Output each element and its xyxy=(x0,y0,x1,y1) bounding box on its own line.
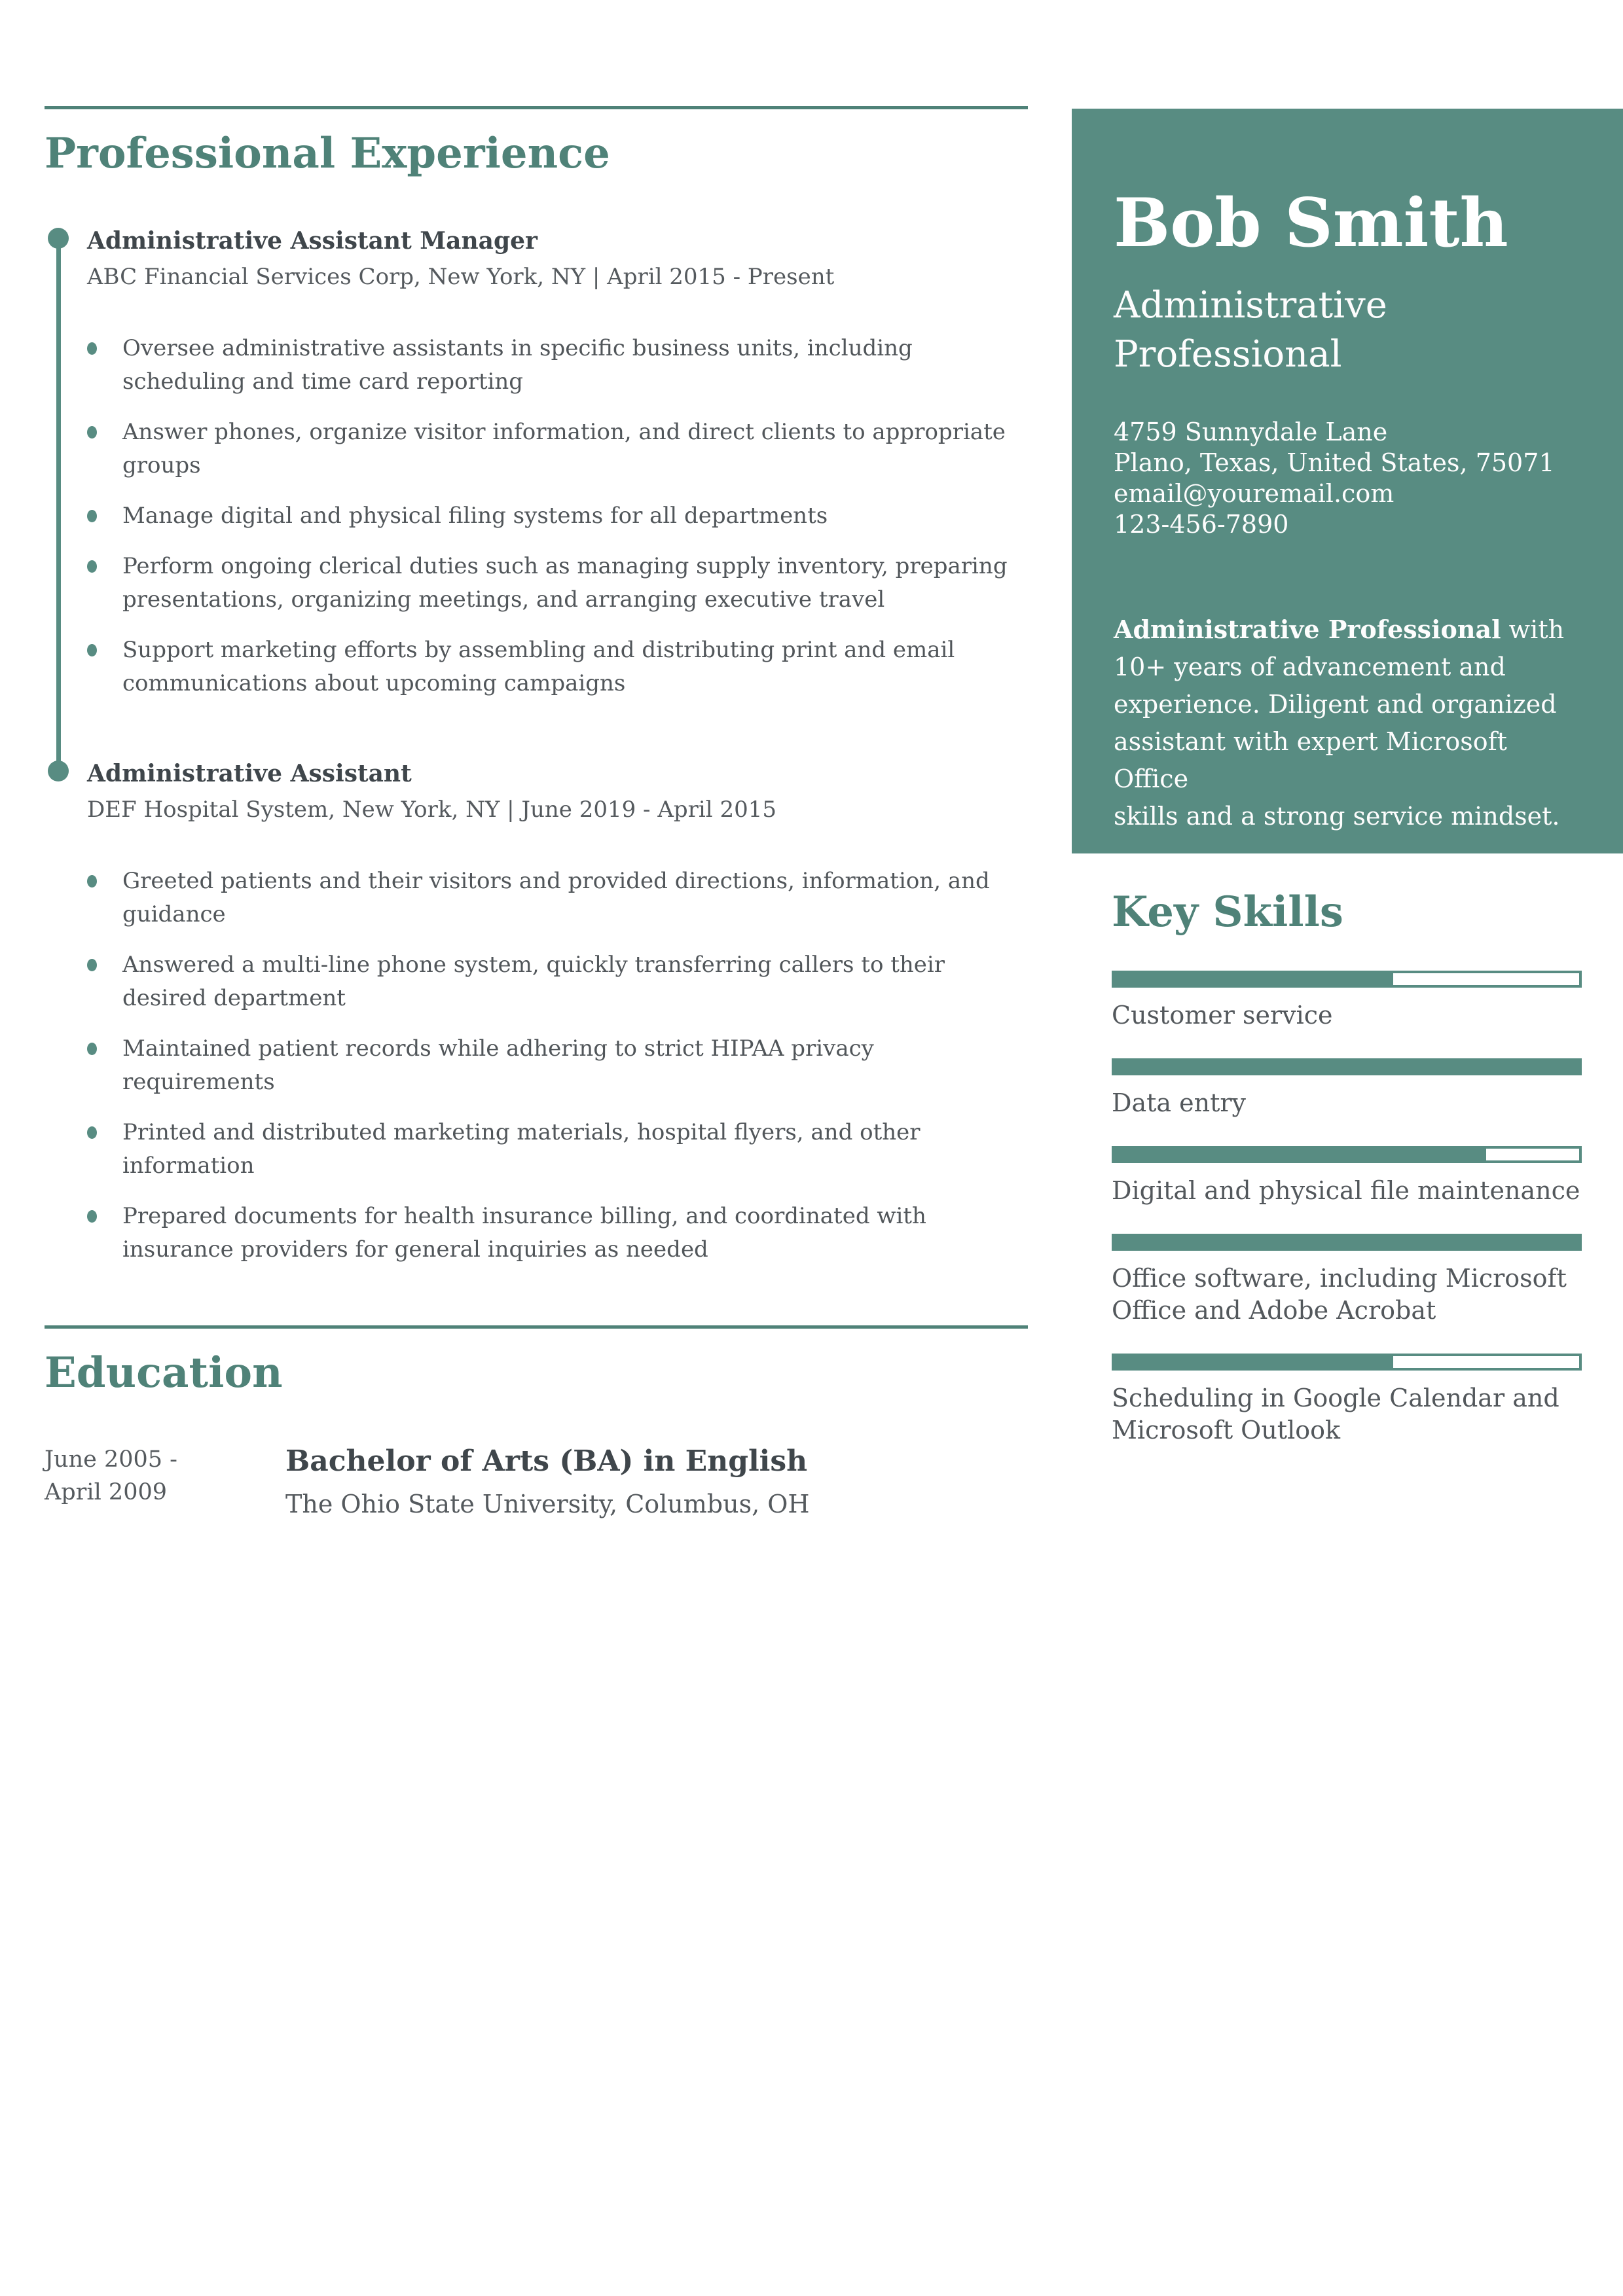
skill-level-bar xyxy=(1112,971,1582,988)
job-bullet-text: Perform ongoing clerical duties such as managing supply inventory, preparing presentations, organizing meetings, and arranging executive travel xyxy=(122,552,1008,613)
job-bullet xyxy=(122,865,1019,931)
education-school: The Ohio State University, Columbus, OH xyxy=(285,1489,810,1518)
job-bullet xyxy=(122,416,1019,482)
skill-level-fill xyxy=(1114,973,1393,985)
job-bullet xyxy=(122,499,1019,533)
skill-label: Scheduling in Google Calendar and Microsoft Outlook xyxy=(1112,1383,1559,1444)
key-skills-title: Key Skills xyxy=(1112,888,1343,937)
experience-section-title: Professional Experience xyxy=(45,129,610,178)
education-degree: Bachelor of Arts (BA) in English xyxy=(285,1444,808,1478)
job-bullet xyxy=(122,948,1019,1015)
skill-item xyxy=(1112,1354,1582,1446)
skill-level-fill xyxy=(1114,1149,1486,1160)
job-bullet-list xyxy=(87,865,1028,1266)
summary-line: experience. Diligent and organized xyxy=(1114,690,1557,719)
job-entry xyxy=(45,226,1028,700)
job-bullet xyxy=(122,332,1019,399)
education-details xyxy=(285,1443,810,1520)
bullet-dot-icon xyxy=(87,959,97,971)
skill-item xyxy=(1112,971,1582,1031)
contact-block xyxy=(1114,417,1585,540)
job-bullet xyxy=(122,1116,1019,1183)
job-bullet-text: Manage digital and physical filing systems for all departments xyxy=(122,502,828,529)
job-bullet-text: Answered a multi-line phone system, quickly transferring callers to their desired department xyxy=(122,951,945,1011)
contact-email: email@youremail.com xyxy=(1114,479,1395,509)
summary-line xyxy=(1114,611,1585,649)
education-section-title: Education xyxy=(45,1348,283,1397)
bullet-dot-icon xyxy=(87,1043,97,1055)
summary-line: skills and a strong service mindset. xyxy=(1114,802,1560,831)
skill-item xyxy=(1112,1146,1582,1207)
bullet-dot-icon xyxy=(87,644,97,656)
section-divider-line xyxy=(45,106,1028,109)
bullet-dot-icon xyxy=(87,510,97,522)
skill-level-bar xyxy=(1112,1234,1582,1251)
job-bullet-text: Oversee administrative assistants in specific business units, including scheduling and time card reporting xyxy=(122,334,913,395)
job-bullet-text: Greeted patients and their visitors and provided directions, information, and guidance xyxy=(122,867,990,927)
job-company-line: ABC Financial Services Corp, New York, NY | April 2015 - Present xyxy=(87,263,835,290)
job-bullet-text: Printed and distributed marketing materials, hospital flyers, and other information xyxy=(122,1119,921,1179)
summary-lead: Administrative Professional xyxy=(1114,615,1501,645)
timeline-dot-icon xyxy=(48,761,69,781)
skill-item xyxy=(1112,1234,1582,1327)
sidebar-header-box xyxy=(1072,109,1623,853)
summary-line: assistant with expert Microsoft Office xyxy=(1114,727,1507,794)
main-column xyxy=(45,106,1028,1520)
contact-phone: 123-456-7890 xyxy=(1114,510,1289,539)
education-entry xyxy=(45,1443,1028,1520)
contact-address-line2: Plano, Texas, United States, 75071 xyxy=(1114,448,1555,478)
bullet-dot-icon xyxy=(87,426,97,439)
contact-address-line1: 4759 Sunnydale Lane xyxy=(1114,418,1388,447)
skill-label: Customer service xyxy=(1112,1000,1333,1030)
bullet-dot-icon xyxy=(87,560,97,573)
skill-level-fill xyxy=(1114,1061,1579,1073)
education-dates: June 2005 - April 2009 xyxy=(45,1446,177,1505)
job-bullet-text: Answer phones, organize visitor information, and direct clients to appropriate groups xyxy=(122,418,1006,478)
job-bullet-list xyxy=(87,332,1028,700)
bullet-dot-icon xyxy=(87,1210,97,1223)
job-bullet-text: Prepared documents for health insurance billing, and coordinated with insurance providers for general inquiries as needed xyxy=(122,1202,926,1263)
summary-line: 10+ years of advancement and xyxy=(1114,653,1506,682)
timeline-dot-icon xyxy=(48,228,69,249)
key-skills-section xyxy=(1112,888,1582,1473)
section-divider-line xyxy=(45,1325,1028,1329)
skill-level-fill xyxy=(1114,1236,1579,1248)
job-title: Administrative Assistant Manager xyxy=(87,226,538,255)
skill-item xyxy=(1112,1058,1582,1119)
skill-label: Office software, including Microsoft Office and Adobe Acrobat xyxy=(1112,1263,1567,1325)
skills-list xyxy=(1112,971,1582,1446)
skill-level-bar xyxy=(1112,1146,1582,1163)
bullet-dot-icon xyxy=(87,1126,97,1139)
skill-level-fill xyxy=(1114,1356,1393,1368)
job-bullet-text: Maintained patient records while adhering to strict HIPAA privacy requirements xyxy=(122,1035,874,1095)
job-company-line: DEF Hospital System, New York, NY | June 2019 - April 2015 xyxy=(87,796,777,823)
job-bullet-text: Support marketing efforts by assembling and distributing print and email communications about upcoming campaigns xyxy=(122,636,955,696)
job-bullet xyxy=(122,1032,1019,1099)
skill-level-bar xyxy=(1112,1058,1582,1075)
skill-level-bar xyxy=(1112,1354,1582,1371)
job-bullet xyxy=(122,550,1019,617)
job-entry xyxy=(45,759,1028,1266)
bullet-dot-icon xyxy=(87,875,97,888)
professional-summary xyxy=(1114,611,1585,835)
experience-timeline xyxy=(45,226,1028,1266)
summary-line-rest: with xyxy=(1508,615,1565,645)
skill-label: Digital and physical file maintenance xyxy=(1112,1175,1580,1205)
skill-label: Data entry xyxy=(1112,1088,1246,1117)
job-bullet xyxy=(122,1200,1019,1266)
job-bullet xyxy=(122,634,1019,700)
person-name: Bob Smith xyxy=(1114,184,1508,262)
bullet-dot-icon xyxy=(87,342,97,355)
job-title: Administrative Assistant xyxy=(87,759,412,787)
person-job-title: Administrative Professional xyxy=(1114,284,1387,376)
